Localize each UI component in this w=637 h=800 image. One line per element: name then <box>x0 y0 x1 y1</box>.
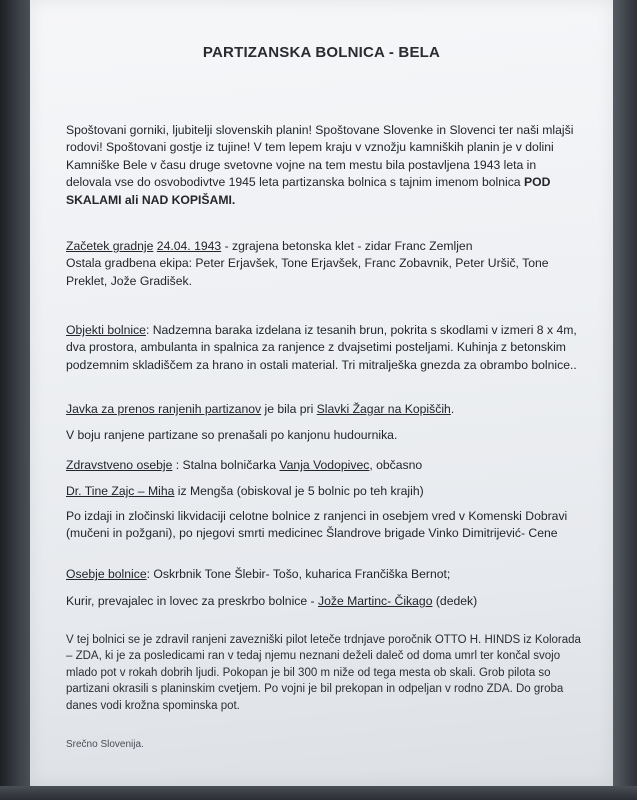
javka-paragraph <box>66 401 584 418</box>
intro-paragraph <box>66 122 584 209</box>
objects-text: : Nadzemna baraka izdelana iz tesanih brun, pokrita s skodlami v izmeri 8 x 4m, dva prostora, ambulanta in spalnica za ranjence z dvajsetimi posteljami. Kuhinja z betonskim podzemnim skladiščem za hrano in ostali material. Tri mitralješka gnezda za obrambo bolnice.. <box>66 323 577 372</box>
construction-crew: Ostala gradbena ekipa: Peter Erjavšek, Tone Erjavšek, Franc Zobavnik, Peter Uršič, Tone Preklet, Jože Gradišek. <box>66 256 549 288</box>
frame-right-edge <box>611 0 637 800</box>
courier-name: Jože Martinc- Čikago <box>318 594 433 608</box>
medical-end: , občasno <box>369 458 423 472</box>
doctor-rest: iz Mengša (obiskoval je 5 bolnic po teh krajih) <box>174 484 424 498</box>
medical-label: Zdravstveno osebje <box>66 458 173 472</box>
page-title: PARTIZANSKA BOLNICA - BELA <box>202 44 441 61</box>
intro-text: Spoštovani gorniki, ljubitelji slovenskih planin! Spoštovane Slovenke in Slovenci ter naši mlajši rodovi! Spoštovani gostje iz tujine! V tem lepem kraju v vznožju kamniških planin je v dolini Kamniške Bele v času druge svetovne vojne na tem mestu bila postavljena 1943 leta in delovala vse do osvobodivtve 1945 leta partizanska bolnica s tajnim imenom bolnica <box>66 123 574 190</box>
betrayal-text: Po izdaji in zločinski likvidaciji celotne bolnice z ranjenci in osebjem vred v Komenski Dobravi (mučeni in požgani), po njegovi smrti medicinec Šlandrove brigade Vinko Dimitrijević- Cene <box>66 509 568 541</box>
medical-nurse: Vanja Vodopivec <box>279 458 370 472</box>
courier-end: (dedek) <box>432 594 478 608</box>
courier-paragraph <box>66 593 584 610</box>
pilot-paragraph <box>66 632 584 714</box>
objects-label: Objekti bolnice <box>66 323 146 337</box>
doctor-paragraph <box>66 483 584 500</box>
javka-end: . <box>450 402 455 416</box>
pilot-text: V tej bolnici se je zdravil ranjeni zavezniški pilot leteče trdnjave poročnik OTTO H. HINDS iz Kolorada – ZDA, ki je za posledicami ran v tedaj njemu neznani deželi daleč od doma umrl ter končal svojo mlado pot v rokah dobrih ljudi. Pokopan je bil 300 m niže od tega mesta ob skali. Grob pilota so partizani okrasili s planinskim cvetjem. Po vojni je bil prekopan in odpeljan v rodno ZDA. Do groba danes vodi krožna spominska pot. <box>66 634 581 712</box>
closing-line <box>66 736 584 753</box>
objects-paragraph <box>66 322 584 374</box>
construction-date: 24.04. 1943 <box>156 239 222 253</box>
construction-label: Začetek gradnje <box>66 239 154 253</box>
intro-hidden-name: POD SKALAMI ali NAD KOPIŠAMI. <box>66 175 551 207</box>
frame-bottom-edge <box>0 786 637 800</box>
transport-paragraph <box>66 427 584 444</box>
courier-text: Kurir, prevajalec in lovec za preskrbo bolnice - <box>66 594 318 608</box>
closing-text: Srečno Slovenija. <box>66 739 144 750</box>
construction-paragraph <box>66 238 584 290</box>
memorial-sheet <box>30 0 613 786</box>
javka-mid: je bila pri <box>261 402 317 416</box>
doctor-name: Dr. Tine Zajc – Miha <box>66 484 175 498</box>
staff-label: Osebje bolnice <box>66 567 147 581</box>
betrayal-paragraph <box>66 508 584 543</box>
javka-label: Javka za prenos ranjenih partizanov <box>66 402 262 416</box>
staff-text: : Oskrbnik Tone Šlebir- Tošo, kuharica Frančiška Bernot; <box>146 567 451 581</box>
staff-paragraph <box>66 566 584 583</box>
medical-paragraph <box>66 457 584 474</box>
frame-left-edge <box>0 0 30 800</box>
transport-text: V boju ranjene partizane so prenašali po kanjonu hudournika. <box>66 428 398 442</box>
javka-place: Slavki Žagar na Kopiščih <box>316 402 451 416</box>
construction-rest: - zgrajena betonska klet - zidar Franc Zemljen <box>221 239 473 253</box>
medical-mid: : Stalna bolničarka <box>172 458 280 472</box>
